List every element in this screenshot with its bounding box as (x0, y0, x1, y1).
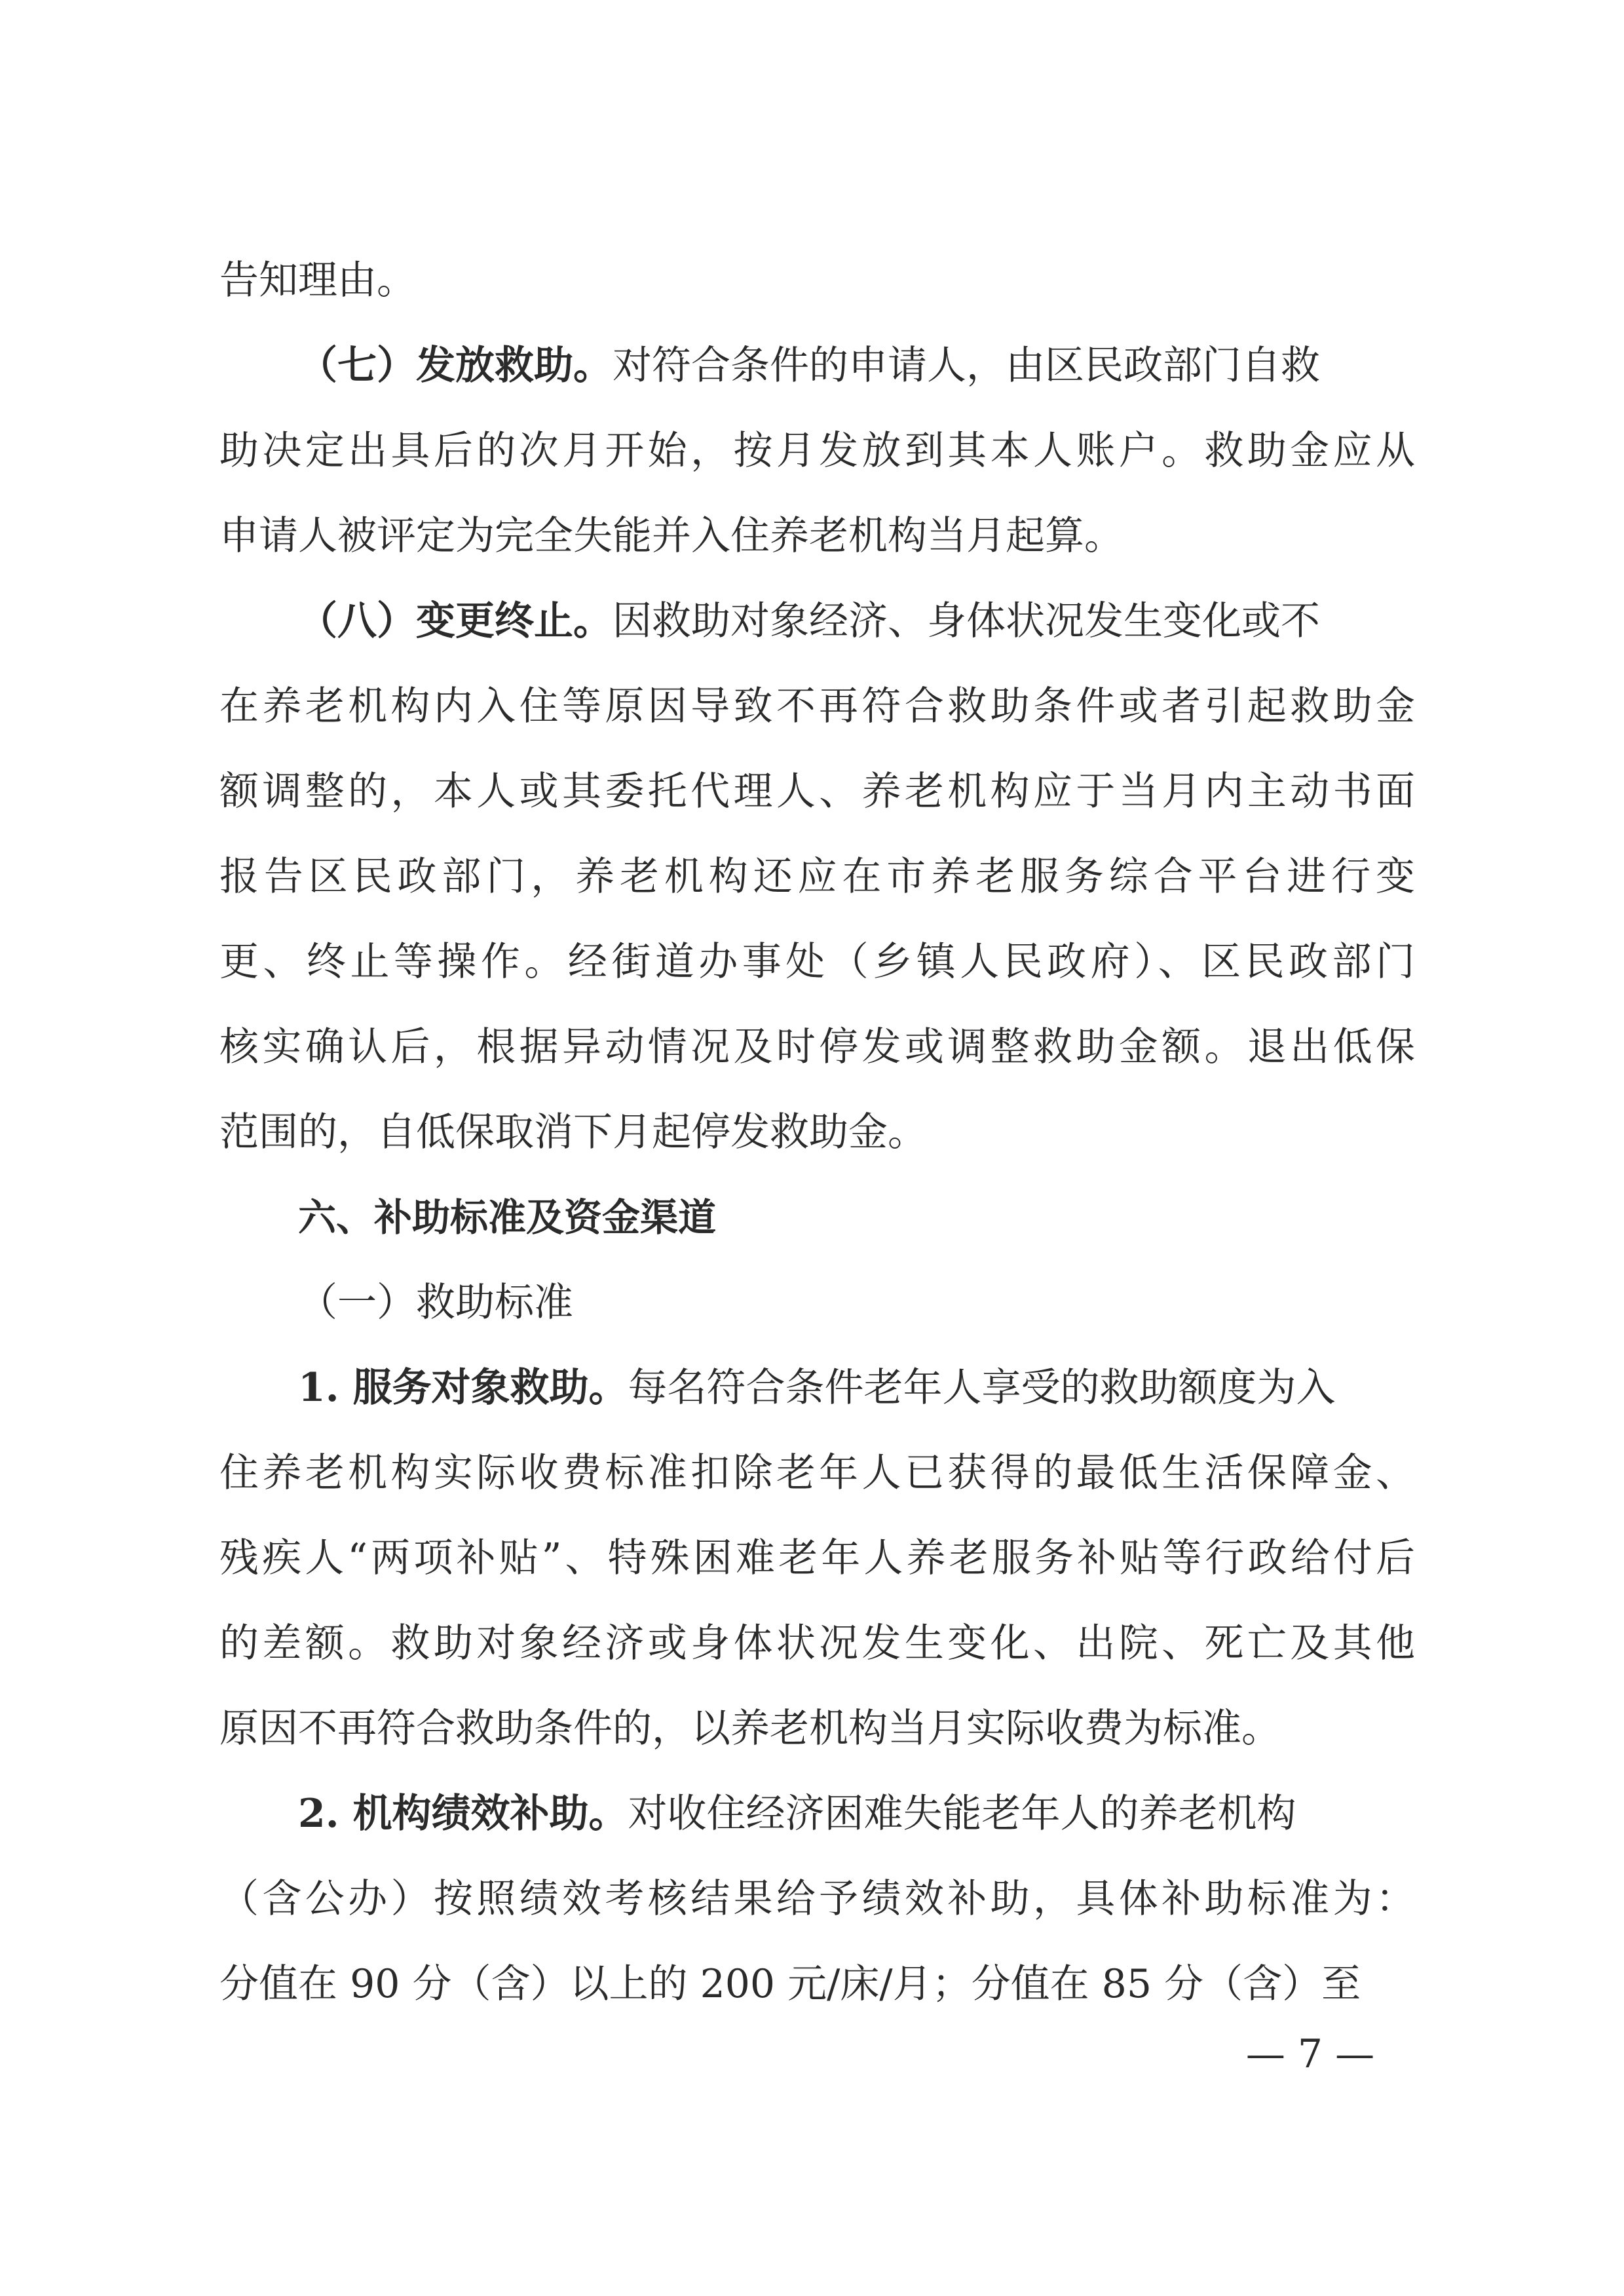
line-8-cont-2 (219, 762, 1415, 821)
line-7-cont-2 (219, 507, 1415, 565)
line-item-1-cont-4 (219, 1699, 1415, 1758)
bold-title-segment: 1. 服务对象救助。 (298, 1365, 628, 1411)
text-segment: 告知理由。 (219, 258, 416, 303)
text-segment: 范围的，自低保取消下月起停发救助金。 (219, 1109, 927, 1155)
line-item-1 (298, 1358, 1415, 1417)
text-segment: 助决定出具后的次月开始，按月发放到其本人账户。救助金应从 (219, 428, 1415, 474)
line-gaozhi (219, 251, 1415, 310)
text-segment: 在养老机构内入住等原因导致不再符合救助条件或者引起救助金 (219, 683, 1415, 729)
line-8-cont-4 (219, 932, 1415, 991)
line-item-1-cont-1 (219, 1444, 1415, 1502)
line-8-cont-1 (219, 677, 1415, 736)
text-segment: （含公办）按照绩效考核结果给予绩效补助，具体补助标准为： (219, 1876, 1415, 1922)
line-section-8 (298, 592, 1415, 651)
bold-title-segment: （八）变更终止。 (298, 598, 613, 644)
text-segment: 住养老机构实际收费标准扣除老年人已获得的最低生活保障金、 (219, 1450, 1415, 1496)
line-7-cont-1 (219, 421, 1415, 480)
line-item-2-cont-2 (219, 1955, 1415, 2014)
line-8-cont-6 (219, 1103, 1415, 1162)
text-segment: 对符合条件的申请人，由区民政部门自救 (613, 343, 1320, 389)
line-item-1-cont-3 (219, 1614, 1415, 1673)
text-segment: 残疾人“两项补贴”、特殊困难老年人养老服务补贴等行政给付后 (219, 1535, 1415, 1581)
page-number: — 7 — (1245, 2031, 1375, 2077)
line-8-cont-3 (219, 847, 1415, 906)
text-segment: 核实确认后，根据异动情况及时停发或调整救助金额。退出低保 (219, 1024, 1415, 1070)
text-segment: 申请人被评定为完全失能并入住养老机构当月起算。 (219, 513, 1124, 559)
text-segment: 原因不再符合救助条件的，以养老机构当月实际收费为标准。 (219, 1706, 1281, 1751)
line-item-2-cont-1 (219, 1869, 1415, 1928)
text-segment: 六、补助标准及资金渠道 (298, 1195, 717, 1240)
bold-title-segment: （七）发放救助。 (298, 343, 613, 389)
text-segment: 更、终止等操作。经街道办事处（乡镇人民政府）、区民政部门 (219, 939, 1415, 985)
line-8-cont-5 (219, 1018, 1415, 1077)
text-segment: 对收住经济困难失能老年人的养老机构 (628, 1791, 1296, 1837)
text-segment: 分值在 90 分（含）以上的 200 元/床/月；分值在 85 分（含）至 (219, 1961, 1361, 2007)
subheading-relief-standard (298, 1273, 1415, 1332)
text-segment: 报告区民政部门，养老机构还应在市养老服务综合平台进行变 (219, 854, 1415, 900)
line-section-7 (298, 336, 1415, 395)
text-segment: 每名符合条件老年人享受的救助额度为入 (628, 1365, 1336, 1411)
bold-title-segment: 2. 机构绩效补助。 (298, 1791, 628, 1837)
text-segment: （一）救助标准 (298, 1280, 573, 1326)
line-item-1-cont-2 (219, 1529, 1415, 1588)
heading-section-6 (298, 1188, 1415, 1247)
text-segment: 额调整的，本人或其委托代理人、养老机构应于当月内主动书面 (219, 769, 1415, 814)
line-item-2 (298, 1784, 1415, 1843)
text-segment: 因救助对象经济、身体状况发生变化或不 (613, 598, 1320, 644)
text-segment: 的差额。救助对象经济或身体状况发生变化、出院、死亡及其他 (219, 1620, 1415, 1666)
